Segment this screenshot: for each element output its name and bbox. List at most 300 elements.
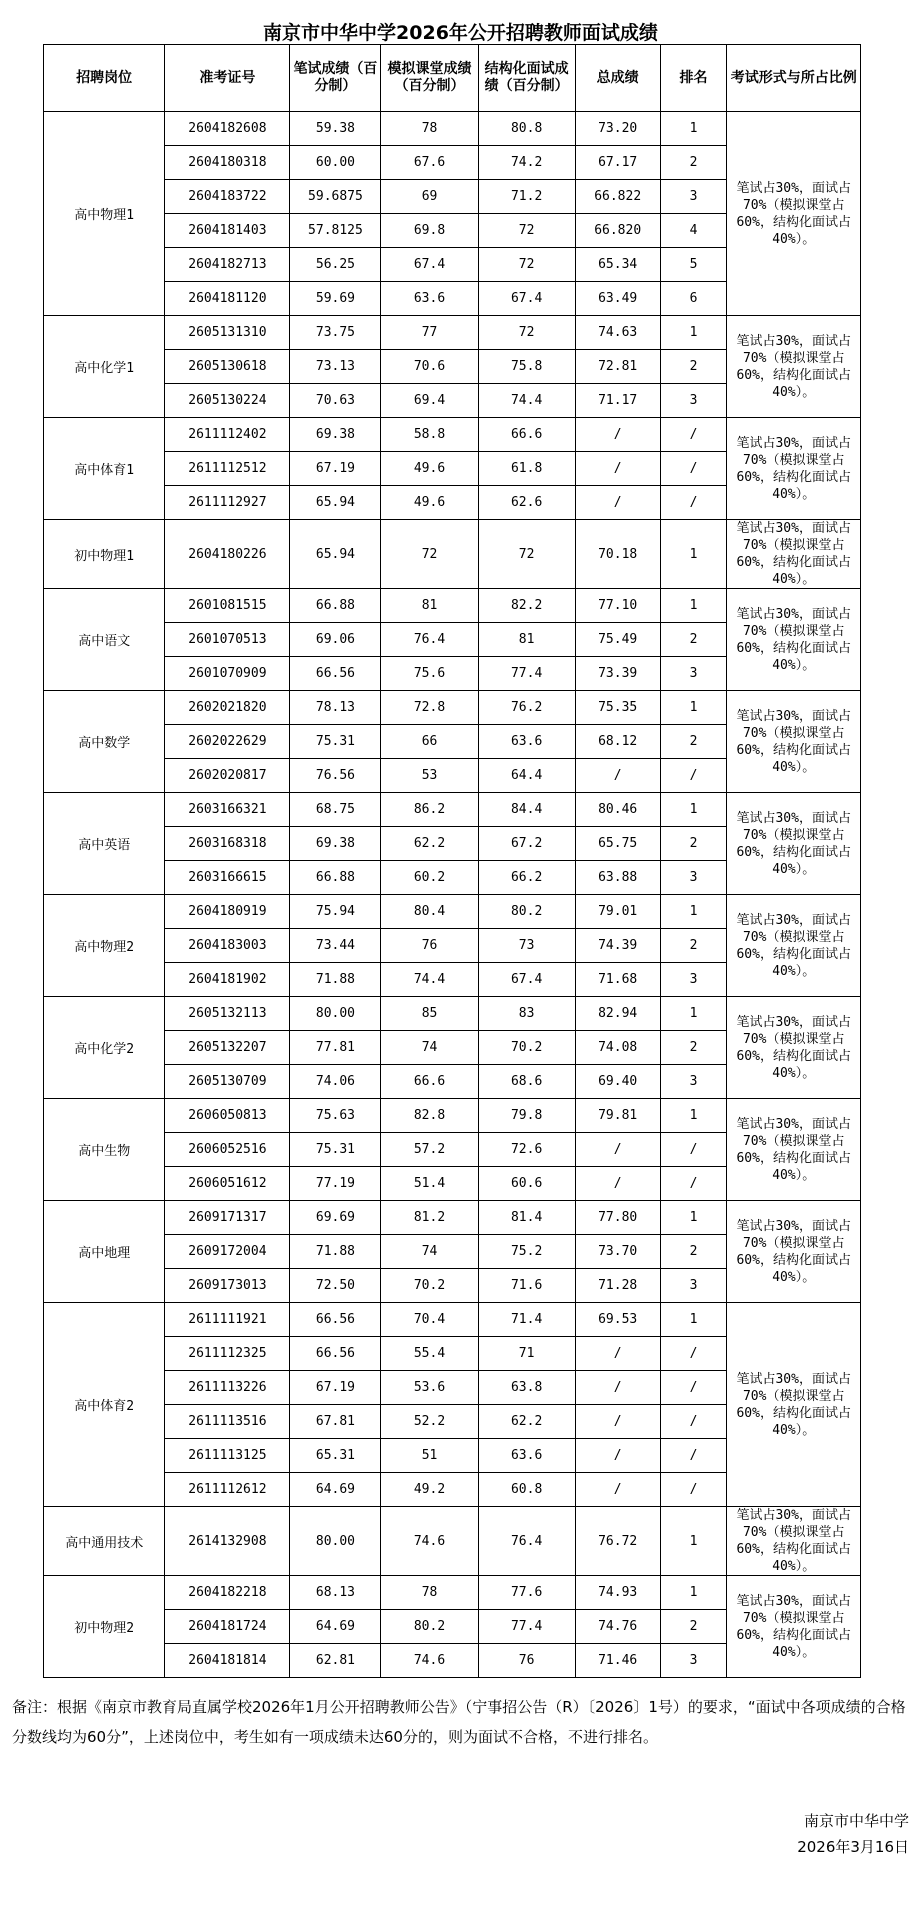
written-score-cell: 66.56 xyxy=(290,1303,381,1337)
footer xyxy=(797,1808,909,1860)
method-cell: 笔试占30%，面试占70%（模拟课堂占60%，结构化面试占40%）。 xyxy=(727,589,861,691)
lecture-score-cell: 82.8 xyxy=(381,1099,478,1133)
interview-score-cell: 72 xyxy=(478,316,575,350)
lecture-score-cell: 69.4 xyxy=(381,384,478,418)
written-score-cell: 75.31 xyxy=(290,725,381,759)
total-score-cell: 69.40 xyxy=(575,1065,660,1099)
post-cell: 初中物理1 xyxy=(44,520,165,589)
interview-score-cell: 68.6 xyxy=(478,1065,575,1099)
total-score-cell: 73.39 xyxy=(575,657,660,691)
method-cell: 笔试占30%，面试占70%（模拟课堂占60%，结构化面试占40%）。 xyxy=(727,520,861,589)
rank-cell: 1 xyxy=(660,691,727,725)
post-cell: 高中通用技术 xyxy=(44,1507,165,1576)
post-cell: 高中物理2 xyxy=(44,895,165,997)
table-row xyxy=(44,1576,861,1610)
interview-score-cell: 72.6 xyxy=(478,1133,575,1167)
total-score-cell: 75.35 xyxy=(575,691,660,725)
total-score-cell: 77.10 xyxy=(575,589,660,623)
rank-cell: 1 xyxy=(660,793,727,827)
total-score-cell: 68.12 xyxy=(575,725,660,759)
total-score-cell: 74.63 xyxy=(575,316,660,350)
method-cell: 笔试占30%，面试占70%（模拟课堂占60%，结构化面试占40%）。 xyxy=(727,895,861,997)
exam-id-cell: 2605131310 xyxy=(165,316,290,350)
method-cell: 笔试占30%，面试占70%（模拟课堂占60%，结构化面试占40%）。 xyxy=(727,691,861,793)
rank-cell: 5 xyxy=(660,248,727,282)
total-score-cell: 67.17 xyxy=(575,146,660,180)
written-score-cell: 70.63 xyxy=(290,384,381,418)
total-score-cell: 73.20 xyxy=(575,112,660,146)
rank-cell: 6 xyxy=(660,282,727,316)
rank-cell: 2 xyxy=(660,1031,727,1065)
lecture-score-cell: 80.4 xyxy=(381,895,478,929)
rank-cell: 4 xyxy=(660,214,727,248)
total-score-cell: 79.01 xyxy=(575,895,660,929)
total-score-cell: 63.88 xyxy=(575,861,660,895)
table-row xyxy=(44,1099,861,1133)
footer-org: 南京市中华中学 xyxy=(803,1812,909,1830)
exam-id-cell: 2611112927 xyxy=(165,486,290,520)
lecture-score-cell: 81.2 xyxy=(381,1201,478,1235)
exam-id-cell: 2614132908 xyxy=(165,1507,290,1576)
method-cell: 笔试占30%，面试占70%（模拟课堂占60%，结构化面试占40%）。 xyxy=(727,316,861,418)
header-method: 考试形式与所占比例 xyxy=(727,45,861,112)
lecture-score-cell: 55.4 xyxy=(381,1337,478,1371)
post-cell: 高中地理 xyxy=(44,1201,165,1303)
total-score-cell: 77.80 xyxy=(575,1201,660,1235)
lecture-score-cell: 75.6 xyxy=(381,657,478,691)
exam-id-cell: 2604181120 xyxy=(165,282,290,316)
rank-cell: 1 xyxy=(660,1576,727,1610)
interview-score-cell: 60.6 xyxy=(478,1167,575,1201)
total-score-cell: 76.72 xyxy=(575,1507,660,1576)
method-cell: 笔试占30%，面试占70%（模拟课堂占60%，结构化面试占40%）。 xyxy=(727,997,861,1099)
written-score-cell: 68.13 xyxy=(290,1576,381,1610)
lecture-score-cell: 80.2 xyxy=(381,1610,478,1644)
written-score-cell: 77.19 xyxy=(290,1167,381,1201)
written-score-cell: 66.88 xyxy=(290,589,381,623)
written-score-cell: 78.13 xyxy=(290,691,381,725)
exam-id-cell: 2611112512 xyxy=(165,452,290,486)
interview-score-cell: 77.4 xyxy=(478,657,575,691)
written-score-cell: 67.19 xyxy=(290,1371,381,1405)
post-cell: 高中数学 xyxy=(44,691,165,793)
lecture-score-cell: 74.4 xyxy=(381,963,478,997)
exam-id-cell: 2601081515 xyxy=(165,589,290,623)
total-score-cell: / xyxy=(575,1473,660,1507)
written-score-cell: 65.94 xyxy=(290,520,381,589)
total-score-cell: 71.46 xyxy=(575,1644,660,1678)
interview-score-cell: 80.8 xyxy=(478,112,575,146)
table-row xyxy=(44,520,861,589)
interview-score-cell: 72 xyxy=(478,248,575,282)
total-score-cell: / xyxy=(575,759,660,793)
rank-cell: 3 xyxy=(660,180,727,214)
rank-cell: / xyxy=(660,1473,727,1507)
total-score-cell: 75.49 xyxy=(575,623,660,657)
written-score-cell: 62.81 xyxy=(290,1644,381,1678)
total-score-cell: 65.34 xyxy=(575,248,660,282)
exam-id-cell: 2609172004 xyxy=(165,1235,290,1269)
lecture-score-cell: 62.2 xyxy=(381,827,478,861)
exam-id-cell: 2603166615 xyxy=(165,861,290,895)
total-score-cell: 66.820 xyxy=(575,214,660,248)
written-score-cell: 73.44 xyxy=(290,929,381,963)
interview-score-cell: 66.2 xyxy=(478,861,575,895)
rank-cell: 2 xyxy=(660,827,727,861)
total-score-cell: 66.822 xyxy=(575,180,660,214)
exam-id-cell: 2604180226 xyxy=(165,520,290,589)
table-row xyxy=(44,589,861,623)
exam-id-cell: 2604180318 xyxy=(165,146,290,180)
lecture-score-cell: 72 xyxy=(381,520,478,589)
rank-cell: 1 xyxy=(660,112,727,146)
interview-score-cell: 79.8 xyxy=(478,1099,575,1133)
exam-id-cell: 2601070513 xyxy=(165,623,290,657)
interview-score-cell: 71 xyxy=(478,1337,575,1371)
written-score-cell: 57.8125 xyxy=(290,214,381,248)
rank-cell: 2 xyxy=(660,929,727,963)
method-cell: 笔试占30%，面试占70%（模拟课堂占60%，结构化面试占40%）。 xyxy=(727,1507,861,1576)
post-cell: 高中语文 xyxy=(44,589,165,691)
total-score-cell: / xyxy=(575,1337,660,1371)
interview-score-cell: 73 xyxy=(478,929,575,963)
written-score-cell: 67.81 xyxy=(290,1405,381,1439)
exam-id-cell: 2611112325 xyxy=(165,1337,290,1371)
interview-score-cell: 77.4 xyxy=(478,1610,575,1644)
interview-score-cell: 74.2 xyxy=(478,146,575,180)
lecture-score-cell: 78 xyxy=(381,112,478,146)
exam-id-cell: 2611113516 xyxy=(165,1405,290,1439)
table-row xyxy=(44,691,861,725)
interview-score-cell: 70.2 xyxy=(478,1031,575,1065)
rank-cell: 1 xyxy=(660,1507,727,1576)
total-score-cell: 63.49 xyxy=(575,282,660,316)
rank-cell: 3 xyxy=(660,1644,727,1678)
exam-id-cell: 2604180919 xyxy=(165,895,290,929)
lecture-score-cell: 53 xyxy=(381,759,478,793)
rank-cell: / xyxy=(660,1337,727,1371)
exam-id-cell: 2611112402 xyxy=(165,418,290,452)
exam-id-cell: 2604183003 xyxy=(165,929,290,963)
interview-score-cell: 74.4 xyxy=(478,384,575,418)
total-score-cell: 79.81 xyxy=(575,1099,660,1133)
table-row xyxy=(44,316,861,350)
exam-id-cell: 2609173013 xyxy=(165,1269,290,1303)
table-row xyxy=(44,895,861,929)
interview-score-cell: 63.6 xyxy=(478,725,575,759)
interview-score-cell: 67.2 xyxy=(478,827,575,861)
interview-score-cell: 60.8 xyxy=(478,1473,575,1507)
post-cell: 高中英语 xyxy=(44,793,165,895)
lecture-score-cell: 74 xyxy=(381,1235,478,1269)
rank-cell: 3 xyxy=(660,1269,727,1303)
post-cell: 高中化学2 xyxy=(44,997,165,1099)
table-row xyxy=(44,1507,861,1576)
written-score-cell: 66.88 xyxy=(290,861,381,895)
rank-cell: 2 xyxy=(660,1610,727,1644)
written-score-cell: 73.13 xyxy=(290,350,381,384)
written-score-cell: 64.69 xyxy=(290,1610,381,1644)
table-row xyxy=(44,1201,861,1235)
lecture-score-cell: 70.2 xyxy=(381,1269,478,1303)
rank-cell: / xyxy=(660,418,727,452)
post-cell: 高中体育2 xyxy=(44,1303,165,1507)
rank-cell: / xyxy=(660,452,727,486)
lecture-score-cell: 76.4 xyxy=(381,623,478,657)
lecture-score-cell: 86.2 xyxy=(381,793,478,827)
lecture-score-cell: 85 xyxy=(381,997,478,1031)
exam-id-cell: 2605130224 xyxy=(165,384,290,418)
lecture-score-cell: 58.8 xyxy=(381,418,478,452)
written-score-cell: 75.63 xyxy=(290,1099,381,1133)
rank-cell: / xyxy=(660,1439,727,1473)
page-title: 南京市中华中学2026年公开招聘教师面试成绩 xyxy=(263,22,658,44)
total-score-cell: 69.53 xyxy=(575,1303,660,1337)
rank-cell: 3 xyxy=(660,384,727,418)
written-score-cell: 59.38 xyxy=(290,112,381,146)
lecture-score-cell: 72.8 xyxy=(381,691,478,725)
total-score-cell: 72.81 xyxy=(575,350,660,384)
lecture-score-cell: 81 xyxy=(381,589,478,623)
total-score-cell: / xyxy=(575,1405,660,1439)
rank-cell: 1 xyxy=(660,1303,727,1337)
exam-id-cell: 2606051612 xyxy=(165,1167,290,1201)
interview-score-cell: 81.4 xyxy=(478,1201,575,1235)
written-score-cell: 68.75 xyxy=(290,793,381,827)
post-cell: 高中体育1 xyxy=(44,418,165,520)
written-score-cell: 65.94 xyxy=(290,486,381,520)
header-written: 笔试成绩（百分制） xyxy=(290,45,381,112)
rank-cell: / xyxy=(660,1405,727,1439)
exam-id-cell: 2605130618 xyxy=(165,350,290,384)
lecture-score-cell: 69 xyxy=(381,180,478,214)
interview-score-cell: 63.8 xyxy=(478,1371,575,1405)
total-score-cell: 82.94 xyxy=(575,997,660,1031)
exam-id-cell: 2606052516 xyxy=(165,1133,290,1167)
interview-score-cell: 67.4 xyxy=(478,963,575,997)
written-score-cell: 75.94 xyxy=(290,895,381,929)
lecture-score-cell: 53.6 xyxy=(381,1371,478,1405)
interview-score-cell: 75.8 xyxy=(478,350,575,384)
total-score-cell: 74.39 xyxy=(575,929,660,963)
table-row xyxy=(44,997,861,1031)
interview-score-cell: 75.2 xyxy=(478,1235,575,1269)
written-score-cell: 59.69 xyxy=(290,282,381,316)
lecture-score-cell: 52.2 xyxy=(381,1405,478,1439)
written-score-cell: 71.88 xyxy=(290,963,381,997)
table-row xyxy=(44,793,861,827)
results-table xyxy=(43,44,861,1678)
total-score-cell: 74.93 xyxy=(575,1576,660,1610)
exam-id-cell: 2611112612 xyxy=(165,1473,290,1507)
rank-cell: 2 xyxy=(660,146,727,180)
lecture-score-cell: 49.6 xyxy=(381,486,478,520)
written-score-cell: 66.56 xyxy=(290,657,381,691)
interview-score-cell: 64.4 xyxy=(478,759,575,793)
written-score-cell: 75.31 xyxy=(290,1133,381,1167)
table-row xyxy=(44,112,861,146)
interview-score-cell: 67.4 xyxy=(478,282,575,316)
total-score-cell: 70.18 xyxy=(575,520,660,589)
exam-id-cell: 2602022629 xyxy=(165,725,290,759)
post-cell: 初中物理2 xyxy=(44,1576,165,1678)
total-score-cell: 80.46 xyxy=(575,793,660,827)
post-cell: 高中化学1 xyxy=(44,316,165,418)
total-score-cell: / xyxy=(575,1167,660,1201)
rank-cell: / xyxy=(660,1371,727,1405)
lecture-score-cell: 51.4 xyxy=(381,1167,478,1201)
lecture-score-cell: 60.2 xyxy=(381,861,478,895)
interview-score-cell: 80.2 xyxy=(478,895,575,929)
written-score-cell: 69.69 xyxy=(290,1201,381,1235)
rank-cell: / xyxy=(660,1167,727,1201)
total-score-cell: 71.17 xyxy=(575,384,660,418)
interview-score-cell: 72 xyxy=(478,214,575,248)
table-row xyxy=(44,1303,861,1337)
interview-score-cell: 83 xyxy=(478,997,575,1031)
rank-cell: 2 xyxy=(660,623,727,657)
rank-cell: 1 xyxy=(660,1201,727,1235)
lecture-score-cell: 51 xyxy=(381,1439,478,1473)
total-score-cell: / xyxy=(575,1133,660,1167)
post-cell: 高中生物 xyxy=(44,1099,165,1201)
lecture-score-cell: 49.6 xyxy=(381,452,478,486)
written-score-cell: 66.56 xyxy=(290,1337,381,1371)
lecture-score-cell: 70.6 xyxy=(381,350,478,384)
rank-cell: 1 xyxy=(660,1099,727,1133)
exam-id-cell: 2605132207 xyxy=(165,1031,290,1065)
rank-cell: 3 xyxy=(660,657,727,691)
exam-id-cell: 2602021820 xyxy=(165,691,290,725)
lecture-score-cell: 74.6 xyxy=(381,1644,478,1678)
written-score-cell: 67.19 xyxy=(290,452,381,486)
remark-note: 备注：根据《南京市教育局直属学校2026年1月公开招聘教师公告》（宁事招公告（R）〔2026〕1号）的要求，“面试中各项成绩的合格分数线均为60分”，上述岗位中，考生如有一项成绩未达60分的，则为面试不合格，不进行排名。 xyxy=(12,1698,906,1746)
total-score-cell: 65.75 xyxy=(575,827,660,861)
interview-score-cell: 82.2 xyxy=(478,589,575,623)
interview-score-cell: 62.2 xyxy=(478,1405,575,1439)
method-cell: 笔试占30%，面试占70%（模拟课堂占60%，结构化面试占40%）。 xyxy=(727,1099,861,1201)
written-score-cell: 59.6875 xyxy=(290,180,381,214)
exam-id-cell: 2604181724 xyxy=(165,1610,290,1644)
method-cell: 笔试占30%，面试占70%（模拟课堂占60%，结构化面试占40%）。 xyxy=(727,793,861,895)
total-score-cell: / xyxy=(575,418,660,452)
total-score-cell: / xyxy=(575,1371,660,1405)
header-interview: 结构化面试成绩（百分制） xyxy=(478,45,575,112)
exam-id-cell: 2604182608 xyxy=(165,112,290,146)
rank-cell: / xyxy=(660,486,727,520)
exam-id-cell: 2601070909 xyxy=(165,657,290,691)
interview-score-cell: 76 xyxy=(478,1644,575,1678)
exam-id-cell: 2605130709 xyxy=(165,1065,290,1099)
rank-cell: / xyxy=(660,1133,727,1167)
interview-score-cell: 61.8 xyxy=(478,452,575,486)
total-score-cell: 71.68 xyxy=(575,963,660,997)
written-score-cell: 69.38 xyxy=(290,827,381,861)
rank-cell: 1 xyxy=(660,316,727,350)
lecture-score-cell: 69.8 xyxy=(381,214,478,248)
exam-id-cell: 2603166321 xyxy=(165,793,290,827)
exam-id-cell: 2604183722 xyxy=(165,180,290,214)
exam-id-cell: 2611113226 xyxy=(165,1371,290,1405)
lecture-score-cell: 70.4 xyxy=(381,1303,478,1337)
header-row xyxy=(44,45,861,112)
written-score-cell: 76.56 xyxy=(290,759,381,793)
lecture-score-cell: 66.6 xyxy=(381,1065,478,1099)
written-score-cell: 64.69 xyxy=(290,1473,381,1507)
total-score-cell: 71.28 xyxy=(575,1269,660,1303)
interview-score-cell: 63.6 xyxy=(478,1439,575,1473)
lecture-score-cell: 76 xyxy=(381,929,478,963)
exam-id-cell: 2603168318 xyxy=(165,827,290,861)
exam-id-cell: 2604181403 xyxy=(165,214,290,248)
lecture-score-cell: 63.6 xyxy=(381,282,478,316)
lecture-score-cell: 49.2 xyxy=(381,1473,478,1507)
method-cell: 笔试占30%，面试占70%（模拟课堂占60%，结构化面试占40%）。 xyxy=(727,1576,861,1678)
method-cell: 笔试占30%，面试占70%（模拟课堂占60%，结构化面试占40%）。 xyxy=(727,112,861,316)
header-rank: 排名 xyxy=(660,45,727,112)
exam-id-cell: 2604181814 xyxy=(165,1644,290,1678)
written-score-cell: 56.25 xyxy=(290,248,381,282)
rank-cell: 2 xyxy=(660,725,727,759)
interview-score-cell: 81 xyxy=(478,623,575,657)
rank-cell: 3 xyxy=(660,1065,727,1099)
written-score-cell: 73.75 xyxy=(290,316,381,350)
interview-score-cell: 77.6 xyxy=(478,1576,575,1610)
total-score-cell: / xyxy=(575,486,660,520)
method-cell: 笔试占30%，面试占70%（模拟课堂占60%，结构化面试占40%）。 xyxy=(727,1303,861,1507)
total-score-cell: / xyxy=(575,452,660,486)
written-score-cell: 77.81 xyxy=(290,1031,381,1065)
exam-id-cell: 2604182713 xyxy=(165,248,290,282)
lecture-score-cell: 74 xyxy=(381,1031,478,1065)
post-cell: 高中物理1 xyxy=(44,112,165,316)
exam-id-cell: 2609171317 xyxy=(165,1201,290,1235)
interview-score-cell: 84.4 xyxy=(478,793,575,827)
interview-score-cell: 71.4 xyxy=(478,1303,575,1337)
exam-id-cell: 2606050813 xyxy=(165,1099,290,1133)
written-score-cell: 71.88 xyxy=(290,1235,381,1269)
exam-id-cell: 2605132113 xyxy=(165,997,290,1031)
rank-cell: 2 xyxy=(660,1235,727,1269)
written-score-cell: 80.00 xyxy=(290,997,381,1031)
interview-score-cell: 71.2 xyxy=(478,180,575,214)
exam-id-cell: 2604181902 xyxy=(165,963,290,997)
lecture-score-cell: 66 xyxy=(381,725,478,759)
exam-id-cell: 2602020817 xyxy=(165,759,290,793)
header-lecture: 模拟课堂成绩（百分制） xyxy=(381,45,478,112)
interview-score-cell: 72 xyxy=(478,520,575,589)
method-cell: 笔试占30%，面试占70%（模拟课堂占60%，结构化面试占40%）。 xyxy=(727,418,861,520)
total-score-cell: 73.70 xyxy=(575,1235,660,1269)
exam-id-cell: 2604182218 xyxy=(165,1576,290,1610)
rank-cell: 2 xyxy=(660,350,727,384)
lecture-score-cell: 77 xyxy=(381,316,478,350)
written-score-cell: 74.06 xyxy=(290,1065,381,1099)
rank-cell: 1 xyxy=(660,997,727,1031)
interview-score-cell: 62.6 xyxy=(478,486,575,520)
total-score-cell: 74.76 xyxy=(575,1610,660,1644)
lecture-score-cell: 67.6 xyxy=(381,146,478,180)
exam-id-cell: 2611113125 xyxy=(165,1439,290,1473)
written-score-cell: 65.31 xyxy=(290,1439,381,1473)
written-score-cell: 69.38 xyxy=(290,418,381,452)
written-score-cell: 80.00 xyxy=(290,1507,381,1576)
lecture-score-cell: 74.6 xyxy=(381,1507,478,1576)
total-score-cell: / xyxy=(575,1439,660,1473)
written-score-cell: 72.50 xyxy=(290,1269,381,1303)
rank-cell: 3 xyxy=(660,861,727,895)
rank-cell: 1 xyxy=(660,589,727,623)
